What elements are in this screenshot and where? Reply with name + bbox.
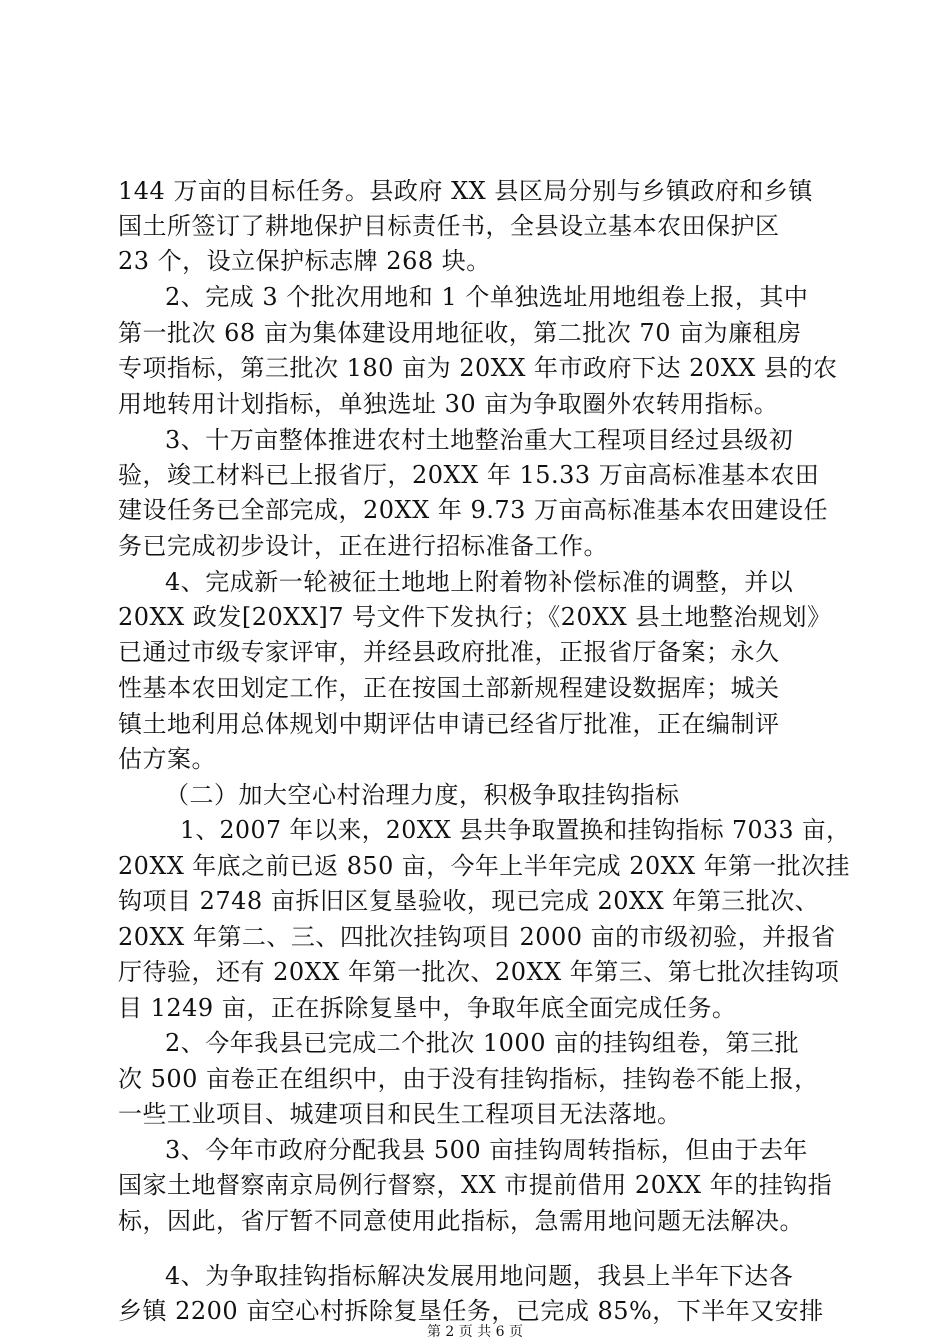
text-line: 4、为争取挂钩指标解决发展用地问题，我县上半年下达各 bbox=[165, 1262, 794, 1290]
text-line: 2、今年我县已完成二个批次 1000 亩的挂钩组卷，第三批 bbox=[165, 1029, 800, 1057]
text-line: 国土所签订了耕地保护目标责任书，全县设立基本农田保护区 bbox=[118, 212, 780, 240]
text-line: 20XX 年底之前已返 850 亩，今年上半年完成 20XX 年第一批次挂 bbox=[118, 852, 850, 880]
text-line: 目 1249 亩，正在拆除复垦中，争取年底全面完成任务。 bbox=[118, 994, 737, 1022]
page-number-footer: 第 2 页 共 6 页 bbox=[426, 1324, 524, 1340]
text-line: 20XX 年第二、三、四批次挂钩项目 2000 亩的市级初验，并报省 bbox=[118, 923, 836, 951]
text-line: 钩项目 2748 亩拆旧区复垦验收，现已完成 20XX 年第三批次、 bbox=[118, 887, 820, 915]
text-line: 20XX 政发[20XX]7 号文件下发执行；《20XX 县土地整治规划》 bbox=[118, 603, 832, 631]
text-line: 2、完成 3 个批次用地和 1 个单独选址用地组卷上报，其中 bbox=[165, 283, 809, 311]
text-line: 144 万亩的目标任务。县政府 XX 县区局分别与乡镇政府和乡镇 bbox=[118, 177, 813, 205]
text-line: 性基本农田划定工作，正在按国土部新规程建设数据库；城关 bbox=[118, 674, 780, 702]
text-line: 专项指标，第三批次 180 亩为 20XX 年市政府下达 20XX 县的农 bbox=[118, 354, 838, 382]
text-line: 已通过市级专家评审，并经县政府批准，正报省厅备案；永久 bbox=[118, 638, 780, 666]
text-line: 3、十万亩整体推进农村土地整治重大工程项目经过县级初 bbox=[165, 426, 794, 454]
text-line: 1、2007 年以来，20XX 县共争取置换和挂钩指标 7033 亩， bbox=[180, 816, 851, 844]
text-line: 第一批次 68 亩为集体建设用地征收，第二批次 70 亩为廉租房 bbox=[118, 319, 802, 347]
text-line: 验，竣工材料已上报省厅，20XX 年 15.33 万亩高标准基本农田 bbox=[118, 461, 820, 489]
text-line: 务已完成初步设计，正在进行招标准备工作。 bbox=[118, 532, 608, 560]
text-line: 标，因此，省厅暂不同意使用此指标，急需用地问题无法解决。 bbox=[118, 1207, 804, 1235]
text-line: 国家土地督察南京局例行督察，XX 市提前借用 20XX 年的挂钩指 bbox=[118, 1171, 833, 1199]
text-line: 厅待验，还有 20XX 年第一批次、20XX 年第三、第七批次挂钩项 bbox=[118, 958, 840, 986]
text-line: 23 个，设立保护标志牌 268 块。 bbox=[118, 247, 491, 275]
text-line: 建设任务已全部完成，20XX 年 9.73 万亩高标准基本农田建设任 bbox=[118, 496, 829, 524]
text-line: 估方案。 bbox=[118, 745, 216, 773]
text-line: 乡镇 2200 亩空心村拆除复垦任务，已完成 85%，下半年又安排 bbox=[118, 1297, 824, 1325]
section-heading: （二）加大空心村治理力度，积极争取挂钩指标 bbox=[165, 781, 680, 809]
text-line: 4、完成新一轮被征土地地上附着物补偿标准的调整，并以 bbox=[165, 568, 794, 596]
text-line: 次 500 亩卷正在组织中，由于没有挂钩指标，挂钩卷不能上报， bbox=[118, 1065, 819, 1093]
text-line: 一些工业项目、城建项目和民生工程项目无法落地。 bbox=[118, 1100, 682, 1128]
text-line: 镇土地利用总体规划中期评估申请已经省厅批准，正在编制评 bbox=[118, 710, 780, 738]
text-line: 用地转用计划指标，单独选址 30 亩为争取圈外农转用指标。 bbox=[118, 390, 779, 418]
text-line: 3、今年市政府分配我县 500 亩挂钩周转指标，但由于去年 bbox=[165, 1136, 808, 1164]
